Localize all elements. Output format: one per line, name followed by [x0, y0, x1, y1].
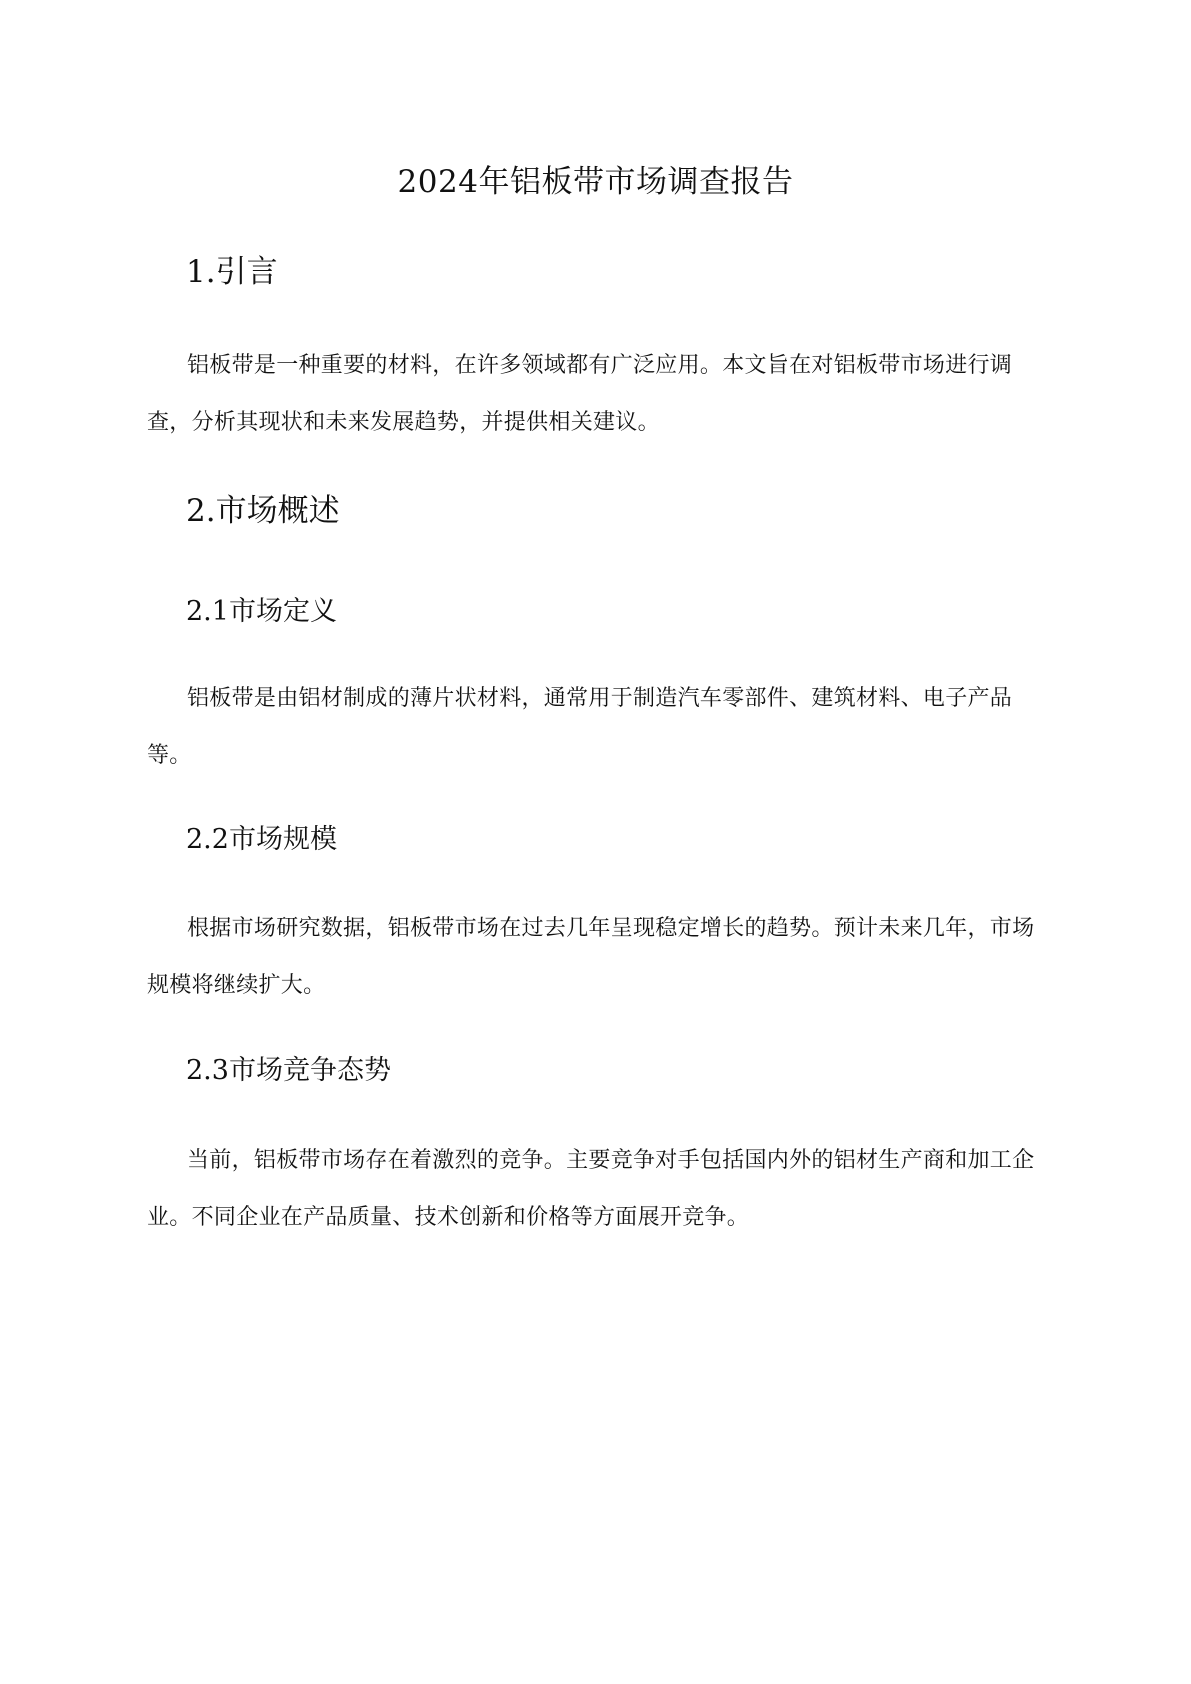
definition-paragraph: 铝板带是由铝材制成的薄片状材料，通常用于制造汽车零部件、建筑材料、电子产品等。 — [147, 686, 1013, 768]
section-heading-overview: 2.市场概述 — [186, 493, 340, 529]
scale-paragraph: 根据市场研究数据，铝板带市场在过去几年呈现稳定增长的趋势。预计未来几年，市场规模将继续扩大。 — [147, 916, 1035, 998]
subsection-heading-scale: 2.2市场规模 — [186, 824, 337, 855]
subsection-heading-competition: 2.3市场竞争态势 — [186, 1055, 391, 1086]
intro-paragraph: 铝板带是一种重要的材料，在许多领域都有广泛应用。本文旨在对铝板带市场进行调查，分析其现状和未来发展趋势，并提供相关建议。 — [147, 353, 1013, 435]
competition-paragraph: 当前，铝板带市场存在着激烈的竞争。主要竞争对手包括国内外的铝材生产商和加工企业。不同企业在产品质量、技术创新和价格等方面展开竞争。 — [147, 1148, 1035, 1230]
section-heading-intro: 1.引言 — [186, 254, 278, 290]
subsection-heading-definition: 2.1市场定义 — [186, 596, 337, 627]
document-title: 2024年铝板带市场调查报告 — [397, 164, 794, 200]
